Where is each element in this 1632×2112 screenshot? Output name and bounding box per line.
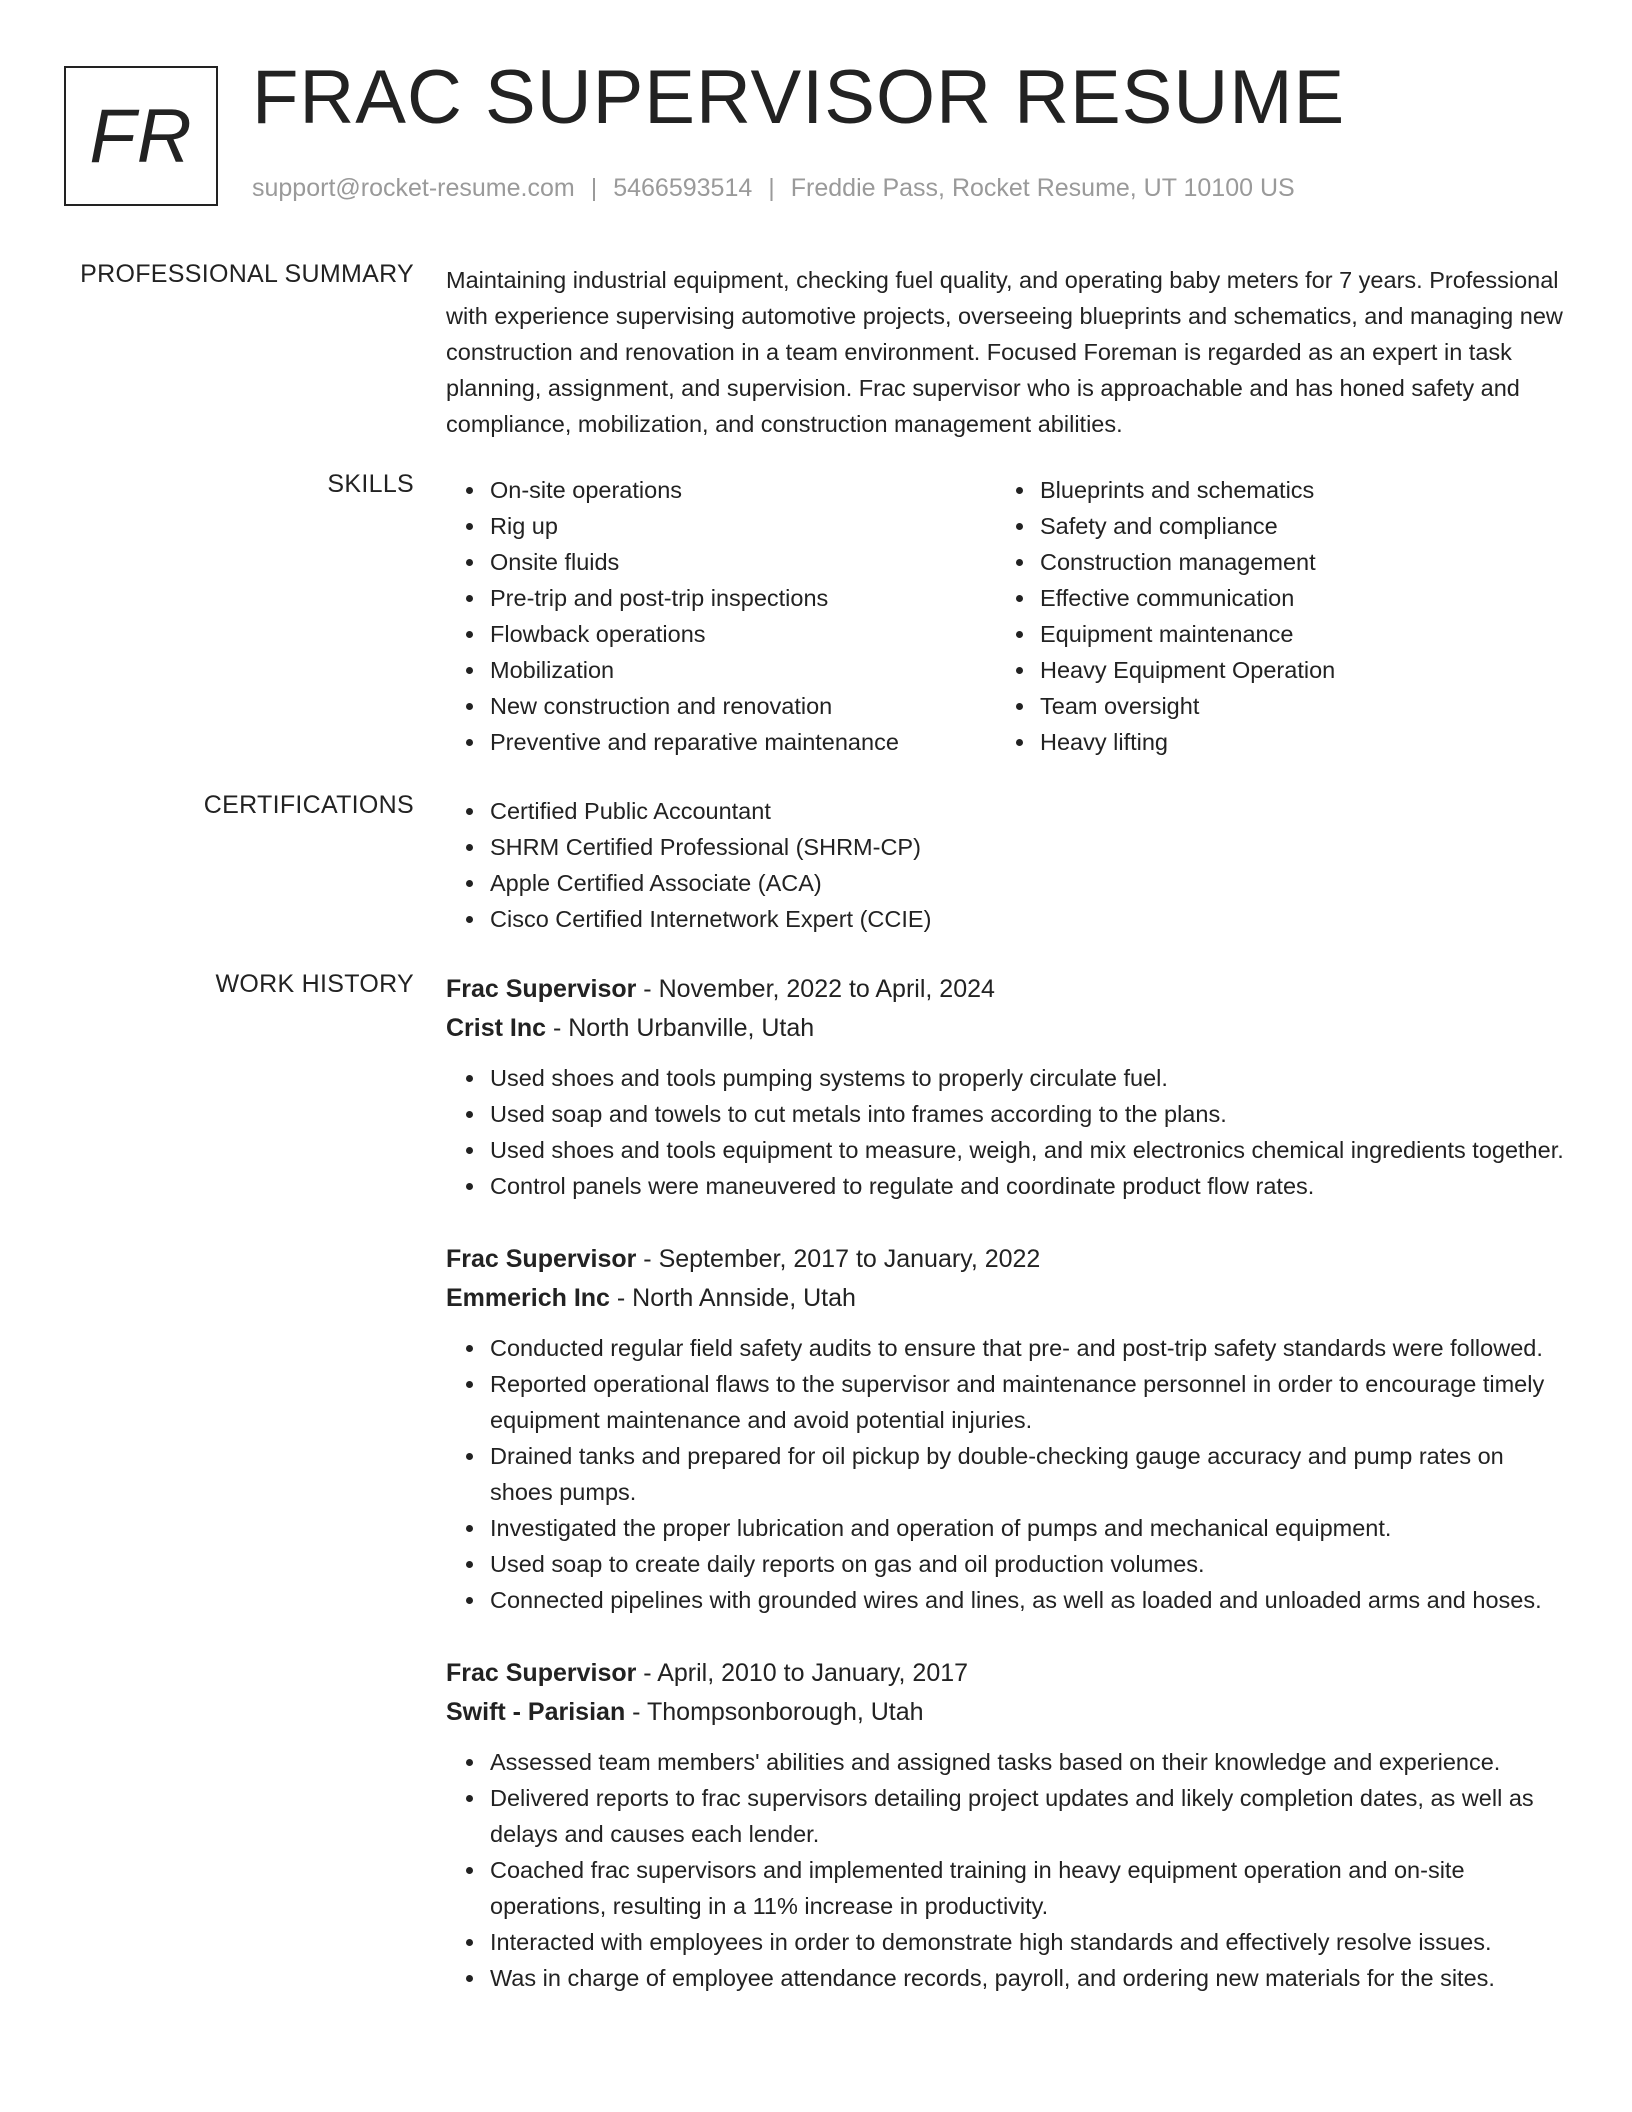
job-bullet: Interacted with employees in order to demonstrate high standards and effectively resolve issues. [490,1924,1564,1960]
certification-item: Cisco Certified Internetwork Expert (CCIE) [490,901,1564,937]
job-bullet: Used soap and towels to cut metals into frames according to the plans. [490,1096,1564,1132]
skill-item: Preventive and reparative maintenance [490,724,996,760]
work-history-body [446,970,1564,2032]
skill-item: Blueprints and schematics [1040,472,1546,508]
job-dates: - November, 2022 to April, 2024 [636,975,995,1003]
monogram-logo: FR [64,66,218,206]
job-location: - Thompsonborough, Utah [625,1698,924,1726]
skill-item: Onsite fluids [490,544,996,580]
job-bullet: Coached frac supervisors and implemented training in heavy equipment operation and on-site operations, resulting in a 11% increase in productivity. [490,1852,1564,1924]
certification-item: Certified Public Accountant [490,793,1564,829]
contact-separator: | [590,174,598,202]
job-bullet: Reported operational flaws to the supervisor and maintenance personnel in order to encourage timely equipment maintenance and avoid potential injuries. [490,1366,1564,1438]
skill-item: Heavy Equipment Operation [1040,652,1546,688]
skill-item: Safety and compliance [1040,508,1546,544]
contact-email[interactable]: support@rocket-resume.com [252,174,575,202]
job-bullet: Used shoes and tools pumping systems to properly circulate fuel. [490,1060,1564,1096]
skill-item: Equipment maintenance [1040,616,1546,652]
skill-item: Flowback operations [490,616,996,652]
job-company: Swift - Parisian [446,1698,626,1726]
skill-item: Team oversight [1040,688,1546,724]
job-title-line [446,970,1564,1009]
job-title-line [446,1654,1564,1693]
job-title: Frac Supervisor [446,975,637,1003]
job-title: Frac Supervisor [446,1245,637,1273]
job-location: - North Annside, Utah [609,1284,856,1312]
job-bullet: Delivered reports to frac supervisors detailing project updates and likely completion dates, as well as delays and causes each lender. [490,1780,1564,1852]
job-bullet: Conducted regular field safety audits to ensure that pre- and post-trip safety standards were followed. [490,1330,1564,1366]
skill-item: Heavy lifting [1040,724,1546,760]
job-bullet: Control panels were maneuvered to regulate and coordinate product flow rates. [490,1168,1564,1204]
section-label-work-history: WORK HISTORY [215,970,414,998]
job-title-line [446,1240,1564,1279]
skill-item: Mobilization [490,652,996,688]
job-dates: - April, 2010 to January, 2017 [636,1659,969,1687]
job-company: Crist Inc [446,1014,547,1042]
summary-text: Maintaining industrial equipment, checking fuel quality, and operating baby meters for 7 years. Professional with experience supervising automotive projects, overseeing blueprints and schematics, and managing new construction and renovation in a team environment. Focused Foreman is regarded as an expert in task planning, assignment, and supervision. Frac supervisor who is approachable and has honed safety and compliance, mobilization, and construction management abilities. [446,267,1563,437]
skills-column-right [996,472,1546,760]
skill-item: New construction and renovation [490,688,996,724]
job-company-line [446,1279,1564,1318]
skill-item: On-site operations [490,472,996,508]
contact-separator: | [768,174,775,202]
certification-item: SHRM Certified Professional (SHRM-CP) [490,829,1564,865]
skill-item: Construction management [1040,544,1546,580]
job-entry [446,1240,1564,1618]
contact-address: Freddie Pass, Rocket Resume, UT 10100 US [790,174,1295,202]
job-company-line [446,1693,1564,1732]
contact-phone[interactable]: 5466593514 [613,174,753,202]
job-entry [446,970,1564,1204]
job-entry [446,1654,1564,1996]
job-bullet: Used shoes and tools equipment to measure, weigh, and mix electronics chemical ingredients together. [490,1132,1564,1168]
certification-item: Apple Certified Associate (ACA) [490,865,1564,901]
skill-item: Pre-trip and post-trip inspections [490,580,996,616]
section-label-certifications: CERTIFICATIONS [203,791,414,819]
job-bullet: Connected pipelines with grounded wires and lines, as well as loaded and unloaded arms and hoses. [490,1582,1564,1618]
resume-title: FRAC SUPERVISOR RESUME [252,55,1346,140]
job-dates: - September, 2017 to January, 2022 [636,1245,1041,1273]
job-title: Frac Supervisor [446,1659,637,1687]
summary-body [446,262,1564,442]
job-bullet: Was in charge of employee attendance records, payroll, and ordering new materials for the sites. [490,1960,1564,1996]
job-company: Emmerich Inc [446,1284,610,1312]
skills-body [446,472,1564,760]
job-bullet: Assessed team members' abilities and assigned tasks based on their knowledge and experience. [490,1744,1564,1780]
job-bullet: Investigated the proper lubrication and operation of pumps and mechanical equipment. [490,1510,1564,1546]
section-label-skills: SKILLS [327,470,414,498]
skill-item: Rig up [490,508,996,544]
contact-line [252,174,1295,203]
skills-column-left [446,472,996,760]
job-bullet: Drained tanks and prepared for oil pickup by double-checking gauge accuracy and pump rates on shoes pumps. [490,1438,1564,1510]
job-location: - North Urbanville, Utah [546,1014,815,1042]
job-bullet: Used soap to create daily reports on gas and oil production volumes. [490,1546,1564,1582]
skill-item: Effective communication [1040,580,1546,616]
job-company-line [446,1009,1564,1048]
section-label-summary: PROFESSIONAL SUMMARY [80,260,414,288]
certifications-body [446,793,1564,937]
